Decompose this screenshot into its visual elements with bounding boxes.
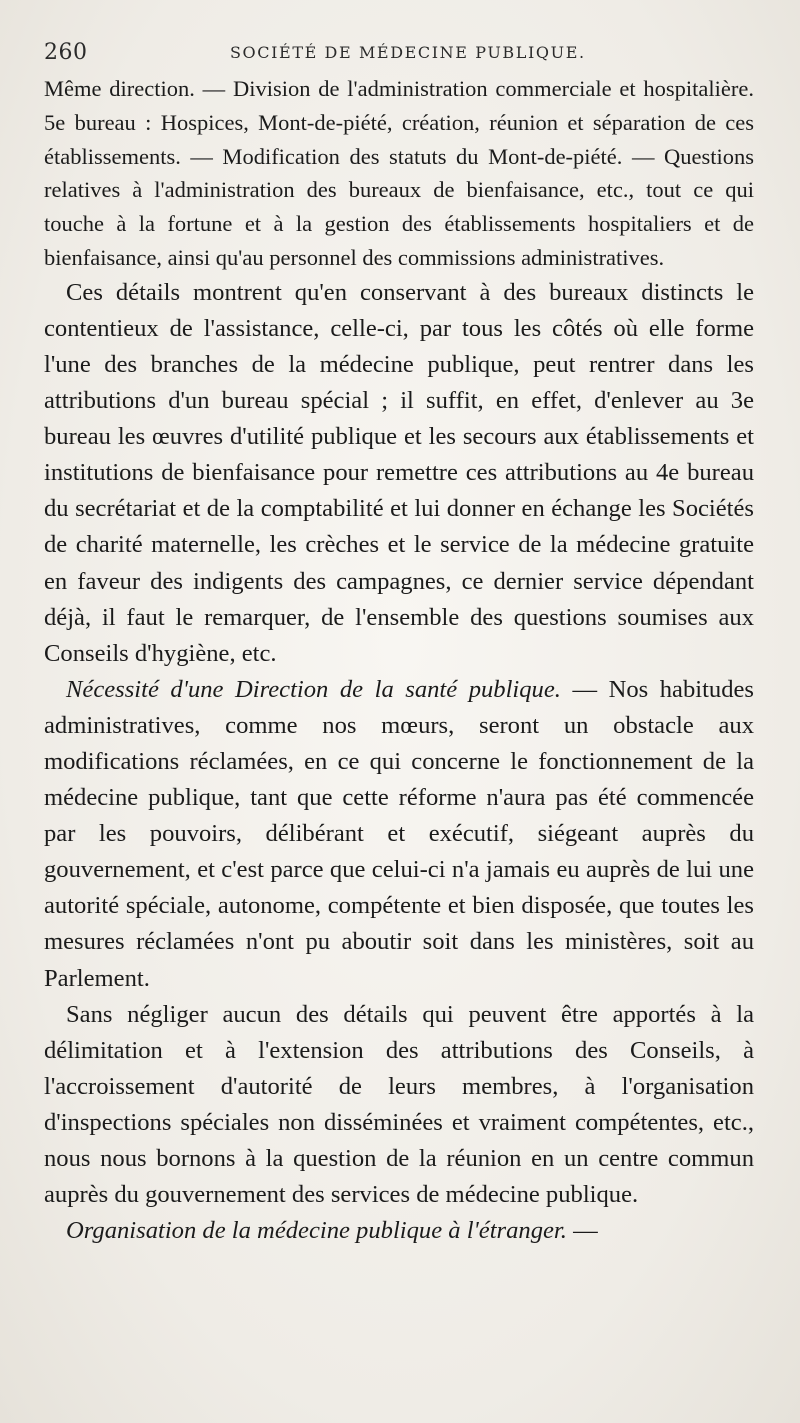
section-heading-necessity: Nécessité d'une Direction de la santé publique. [66,675,561,703]
paragraph-organisation [44,1213,754,1249]
paragraph-necessity [44,672,754,997]
paragraph-details: Ces détails montrent qu'en conservant à des bureaux distincts le contentieux de l'assistance, celle-ci, par tous les côtés où elle forme l'une des branches de la médecine publique, peut rentrer dans les attributions d'un bureau spécial ; il suffit, en effet, d'enlever au 3e bureau les œuvres d'utilité publique et les secours aux établissements et institutions de bienfaisance pour remettre ces attributions au 4e bureau du secrétariat et de la comptabilité et lui donner en échange les Sociétés de charité maternelle, les crèches et le service de la médecine gratuite en faveur des indigents des campagnes, ce dernier service dépendant déjà, il faut le remarquer, de l'ensemble des questions soumises aux Conseils d'hygiène, etc. [44,278,754,667]
running-head: SOCIÉTÉ DE MÉDECINE PUBLIQUE. [230,43,586,62]
body-text [44,72,754,1249]
page-number: 260 [44,40,88,65]
paragraph-necessity-text: — Nos habitudes administratives, comme nos mœurs, seront un obstacle aux modifications réclamées, en ce qui concerne le fonctionnement de la médecine publique, tant que cette réforme n'aura pas été commencée par les pouvoirs, délibérant et exécutif, siégeant auprès du gouvernement, et c'est parce que celui-ci n'a jamais eu auprès de lui une autorité spéciale, autonome, compétente et bien disposée, que toutes les mesures réclamées n'ont pu aboutir soit dans les ministères, soit au Parlement. [44,675,754,992]
paragraph-administration-list: Même direction. — Division de l'administration commerciale et hospitalière. 5e bureau : Hospices, Mont-de-piété, création, réunion et séparation de ces établissements. — Modification des statuts du Mont-de-piété. — Questions relatives à l'administration des bureaux de bienfaisance, etc., tout ce qui touche à la fortune et à la gestion des établissements hospitaliers et de bienfaisance, ainsi qu'au personnel des commissions administratives. [44,76,754,270]
paragraph-sans-negliger: Sans négliger aucun des détails qui peuvent être apportés à la délimitation et à l'extension des attributions des Conseils, à l'accroissement d'autorité de leurs membres, à l'organisation d'inspections spéciales non disséminées et vraiment compétentes, etc., nous nous bornons à la question de la réunion en un centre commun auprès du gouvernement des services de médecine publique. [44,1000,754,1209]
section-heading-organisation: Organisation de la médecine publique à l'étranger. [66,1217,567,1245]
paragraph-organisation-text: — [573,1217,598,1245]
page-header [40,36,760,66]
